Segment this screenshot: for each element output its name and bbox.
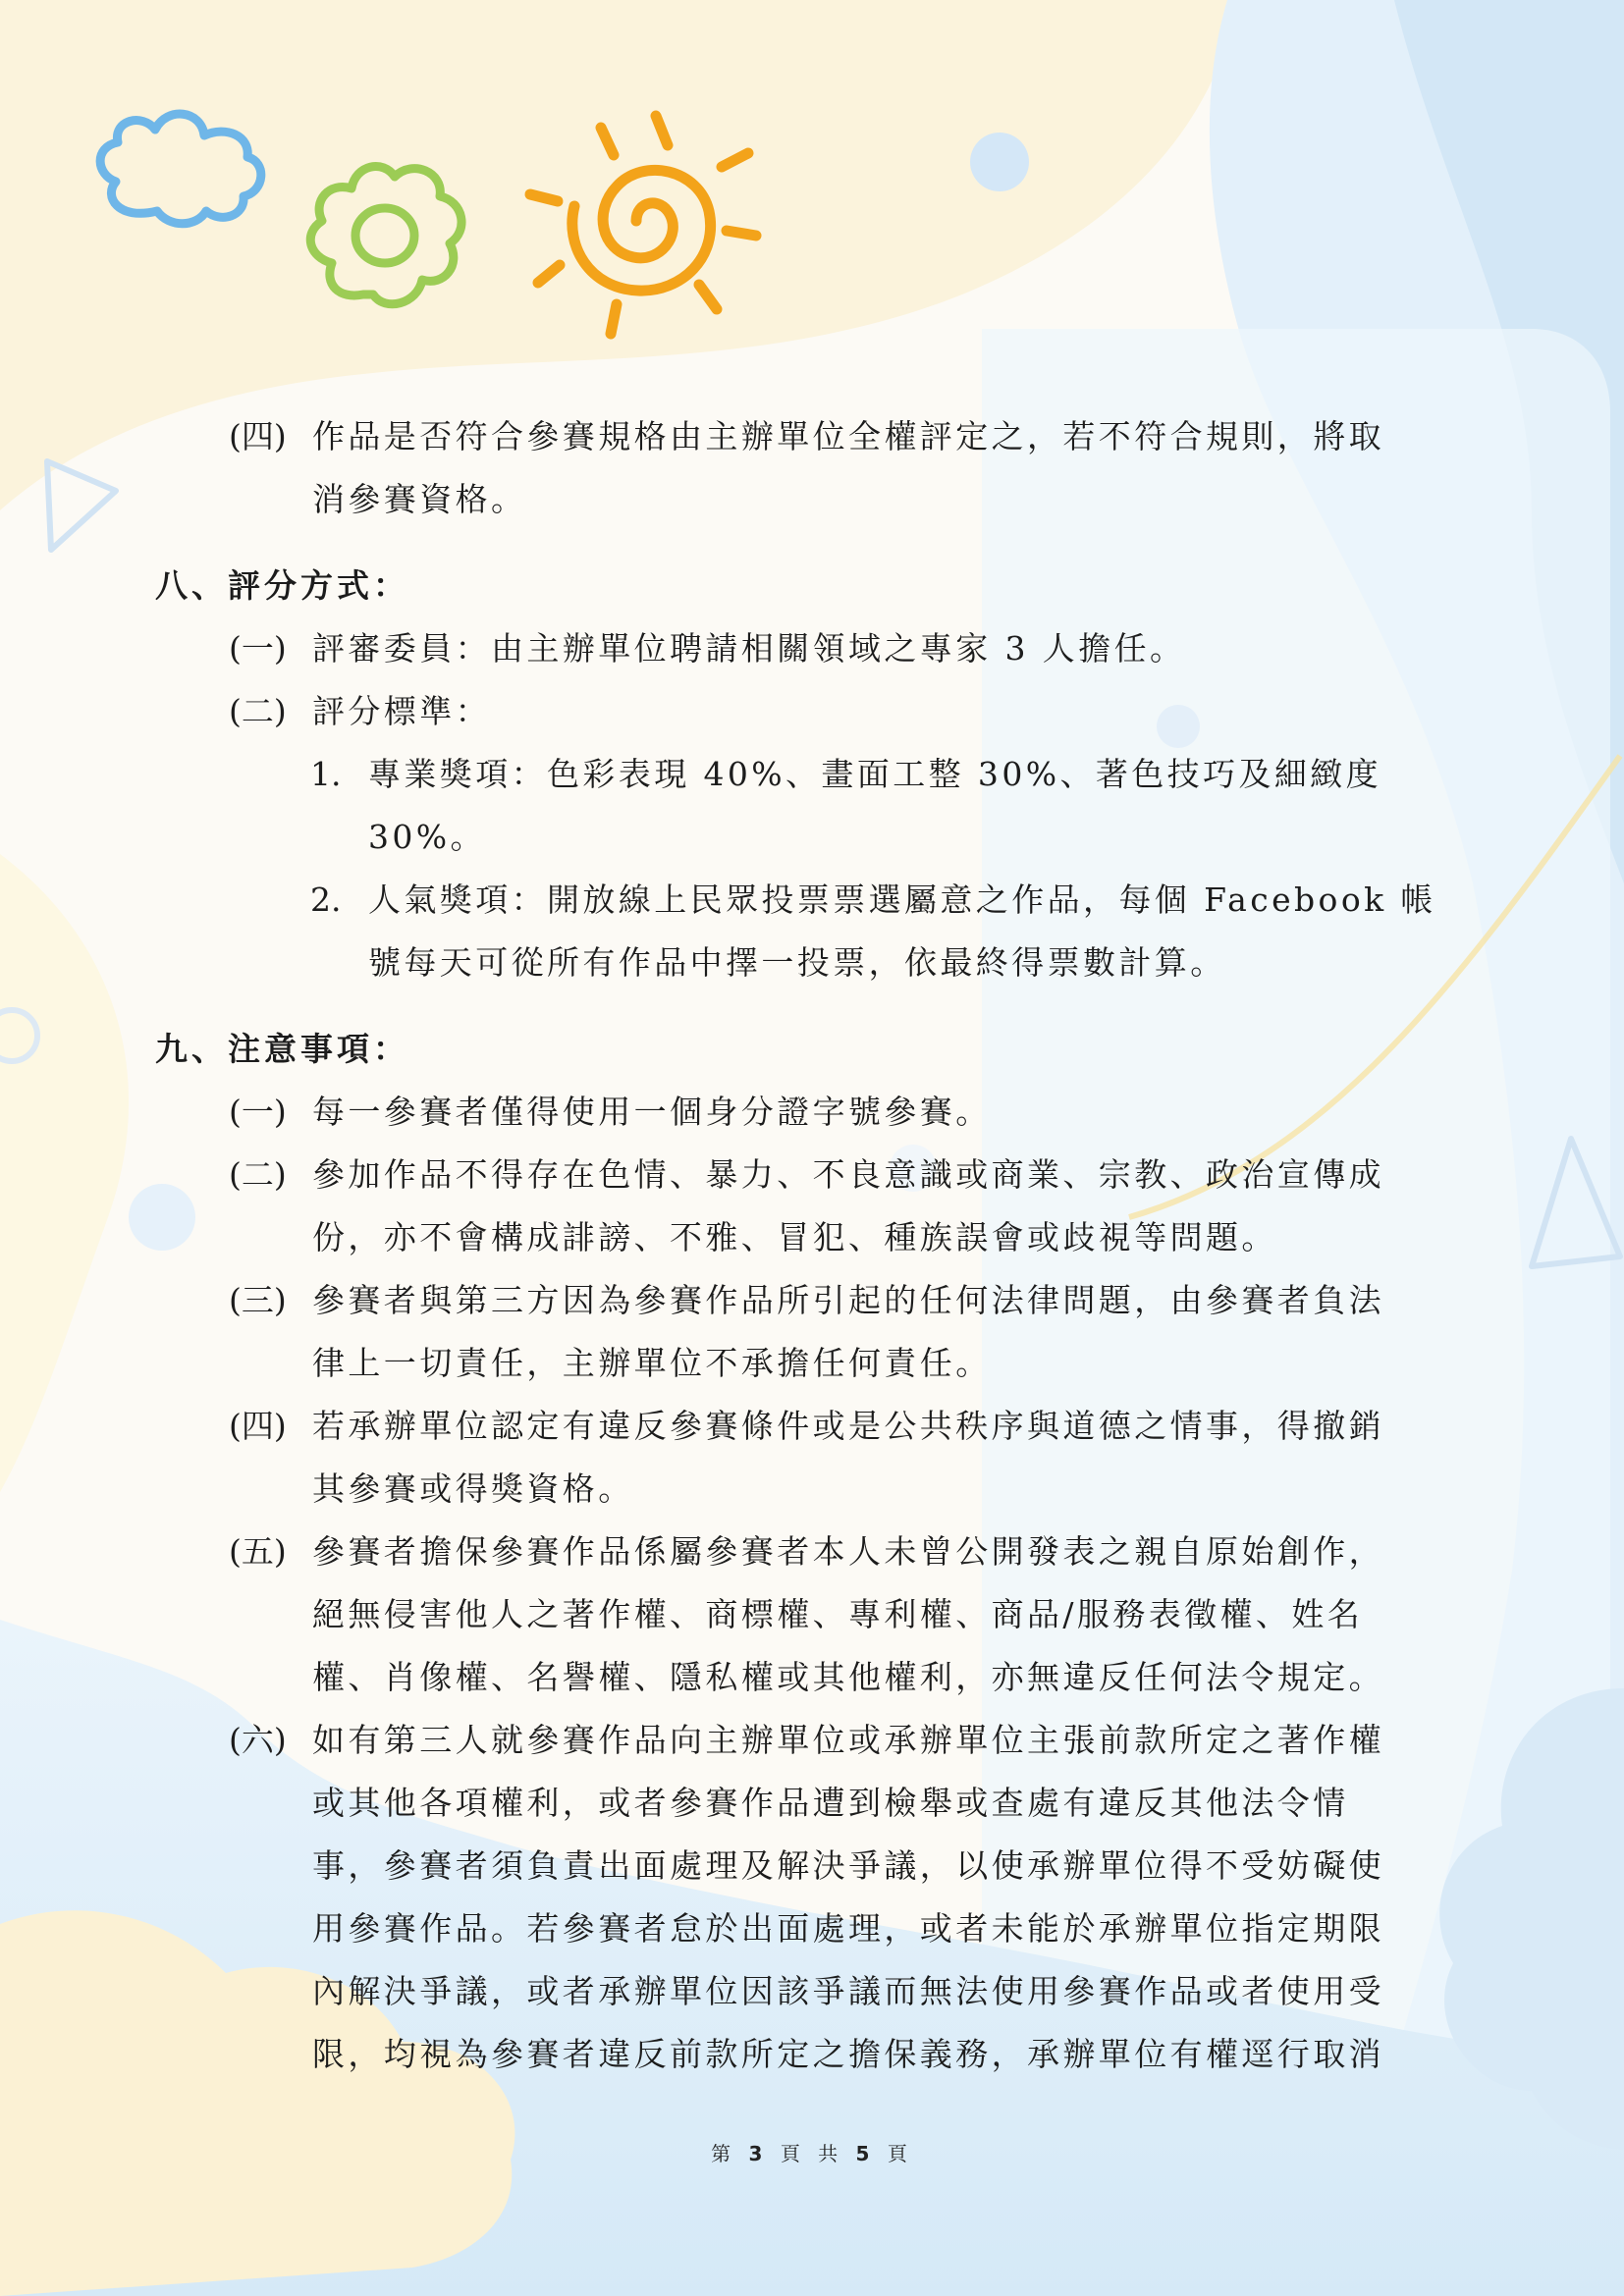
text-line: 參賽者與第三方因為參賽作品所引起的任何法律問題，由參賽者負法: [312, 1281, 1384, 1319]
text-line: 或其他各項權利，或者參賽作品遭到檢舉或查處有違反其他法令情: [312, 1784, 1349, 1822]
text-line: 若承辦單位認定有違反參賽條件或是公共秩序與道德之情事，得撤銷: [312, 1407, 1384, 1445]
item-marker: (一): [229, 629, 287, 667]
text-line: 評審委員：由主辦單位聘請相關領域之專家 3 人擔任。: [312, 629, 1186, 667]
item-marker: (四): [229, 1407, 287, 1445]
text-line: 事，參賽者須負責出面處理及解決爭議，以使承辦單位得不受妨礙使: [312, 1846, 1384, 1885]
item-marker: (四): [229, 417, 287, 455]
text-line: 律上一切責任，主辦單位不承擔任何責任。: [312, 1344, 992, 1382]
text-line: 人氣獎項：開放線上民眾投票票選屬意之作品，每個 Facebook 帳: [368, 881, 1436, 919]
item-marker: (六): [229, 1721, 287, 1759]
item-marker: (五): [229, 1532, 287, 1571]
page-footer: [0, 2138, 1624, 2166]
text-line: 作品是否符合參賽規格由主辦單位全權評定之，若不符合規則，將取: [312, 417, 1384, 455]
footer-prefix: 第: [711, 2142, 737, 2165]
item-marker: (二): [229, 692, 287, 730]
text-line: 30%。: [368, 818, 486, 856]
item-marker: (三): [229, 1281, 287, 1319]
item-marker: (一): [229, 1093, 287, 1131]
list-marker: 1.: [310, 755, 342, 793]
text-line: 用參賽作品。若參賽者怠於出面處理，或者未能於承辦單位指定期限: [312, 1909, 1384, 1948]
text-line: 專業獎項：色彩表現 40%、畫面工整 30%、著色技巧及細緻度: [368, 755, 1382, 793]
text-line: 如有第三人就參賽作品向主辦單位或承辦單位主張前款所定之著作權: [312, 1721, 1384, 1759]
text-line: 消參賽資格。: [312, 480, 527, 518]
text-line: 評分標準：: [312, 692, 491, 730]
list-marker: 2.: [310, 881, 342, 919]
total-page-number: 5: [855, 2142, 876, 2165]
text-line: 每一參賽者僅得使用一個身分證字號參賽。: [312, 1093, 992, 1131]
section-heading: 八、評分方式：: [155, 566, 409, 605]
text-line: 參賽者擔保參賽作品係屬參賽者本人未曾公開發表之親自原始創作，: [312, 1532, 1384, 1571]
footer-middle: 頁 共: [780, 2142, 844, 2165]
text-line: 參加作品不得存在色情、暴力、不良意識或商業、宗教、政治宣傳成: [312, 1155, 1384, 1194]
item-marker: (二): [229, 1155, 287, 1194]
text-line: 內解決爭議，或者承辦單位因該爭議而無法使用參賽作品或者使用受: [312, 1972, 1384, 2010]
text-line: 其參賽或得獎資格。: [312, 1469, 634, 1508]
text-line: 絕無侵害他人之著作權、商標權、專利權、商品/服務表徵權、姓名: [312, 1595, 1364, 1633]
footer-suffix: 頁: [887, 2142, 913, 2165]
text-line: 號每天可從所有作品中擇一投票，依最終得票數計算。: [368, 943, 1226, 982]
section-heading: 九、注意事項：: [155, 1030, 409, 1068]
text-line: 份，亦不會構成誹謗、不雅、冒犯、種族誤會或歧視等問題。: [312, 1218, 1277, 1256]
text-line: 限，均視為參賽者違反前款所定之擔保義務，承辦單位有權逕行取消: [312, 2035, 1384, 2073]
text-line: 權、肖像權、名譽權、隱私權或其他權利，亦無違反任何法令規定。: [312, 1658, 1384, 1696]
current-page-number: 3: [748, 2142, 769, 2165]
